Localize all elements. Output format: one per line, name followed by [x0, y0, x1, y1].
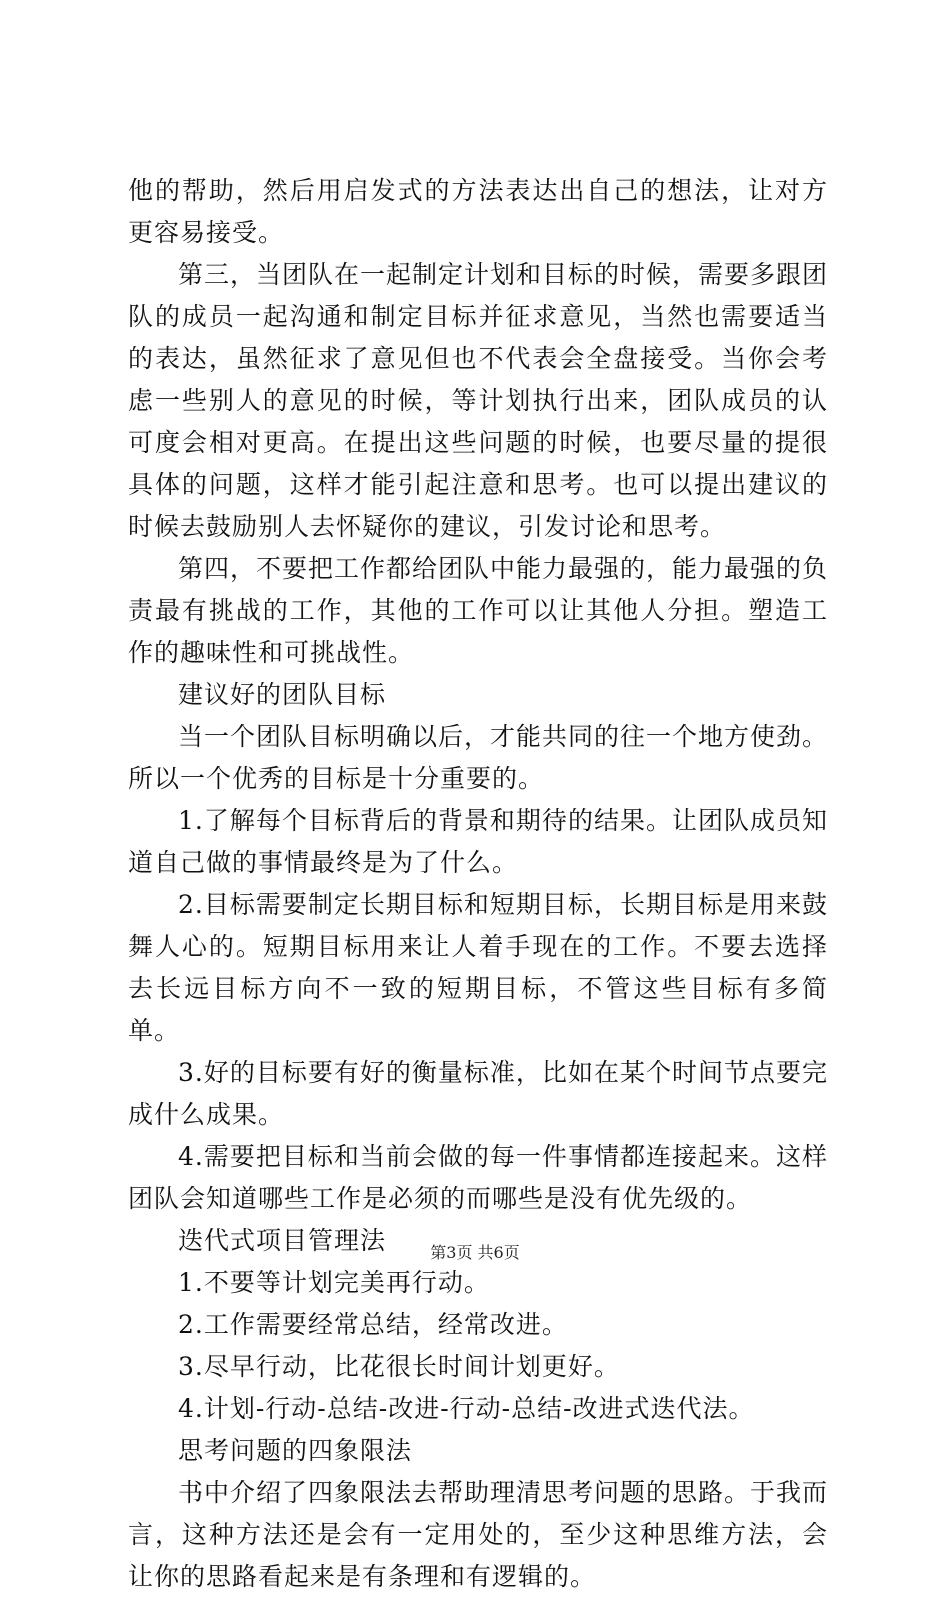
page-number-footer: 第3页 共6页 [430, 1243, 520, 1262]
list-item-iterative-2: 2.工作需要经常总结，经常改进。 [178, 1310, 568, 1339]
section-heading-team-goals: 建议好的团队目标 [178, 680, 387, 709]
list-item-goal-1: 1.了解每个目标背后的背景和期待的结果。让团队成员知道自己做的事情最终是为了什么。 [128, 806, 828, 877]
list-item-goal-3: 3.好的目标要有好的衡量标准，比如在某个时间节点要完成什么成果。 [128, 1058, 828, 1129]
list-item-goal-4: 4.需要把目标和当前会做的每一件事情都连接起来。这样团队会知道哪些工作是必须的而哪些是没有优先级的。 [128, 1142, 828, 1213]
list-item-iterative-4: 4.计划-行动-总结-改进-行动-总结-改进式迭代法。 [178, 1394, 755, 1423]
section-heading-iterative-pm: 迭代式项目管理法 [178, 1226, 387, 1255]
list-item-iterative-3: 3.尽早行动，比花很长时间计划更好。 [178, 1352, 620, 1381]
paragraph-continuation: 他的帮助，然后用启发式的方法表达出自己的想法，让对方更容易接受。 [128, 176, 828, 247]
list-item-iterative-1: 1.不要等计划完美再行动。 [178, 1268, 490, 1297]
paragraph-goals-intro: 当一个团队目标明确以后，才能共同的往一个地方使劲。所以一个优秀的目标是十分重要的。 [128, 722, 829, 793]
paragraph-point-three: 第三，当团队在一起制定计划和目标的时候，需要多跟团队的成员一起沟通和制定目标并征求意见，当然也需要适当的表达，虽然征求了意见但也不代表会全盘接受。当你会考虑一些别人的意见的时候，等计划执行出来，团队成员的认可度会相对更高。在提出这些问题的时候，也要尽量的提很具体的问题，这样才能引起注意和思考。也可以提出建议的时候去鼓励别人去怀疑你的建议，引发讨论和思考。 [128, 260, 829, 541]
paragraph-four-quadrant: 书中介绍了四象限法去帮助理清思考问题的思路。于我而言，这种方法还是会有一定用处的，至少这种思维方法，会让你的思路看起来是有条理和有逻辑的。 [128, 1478, 829, 1591]
paragraph-point-four: 第四，不要把工作都给团队中能力最强的，能力最强的负责最有挑战的工作，其他的工作可以让其他人分担。塑造工作的趣味性和可挑战性。 [128, 554, 829, 667]
document-body [128, 170, 828, 1598]
section-heading-four-quadrant: 思考问题的四象限法 [178, 1436, 413, 1465]
list-item-goal-2: 2.目标需要制定长期目标和短期目标，长期目标是用来鼓舞人心的。短期目标用来让人着手现在的工作。不要去选择去长远目标方向不一致的短期目标，不管这些目标有多简单。 [128, 890, 828, 1045]
